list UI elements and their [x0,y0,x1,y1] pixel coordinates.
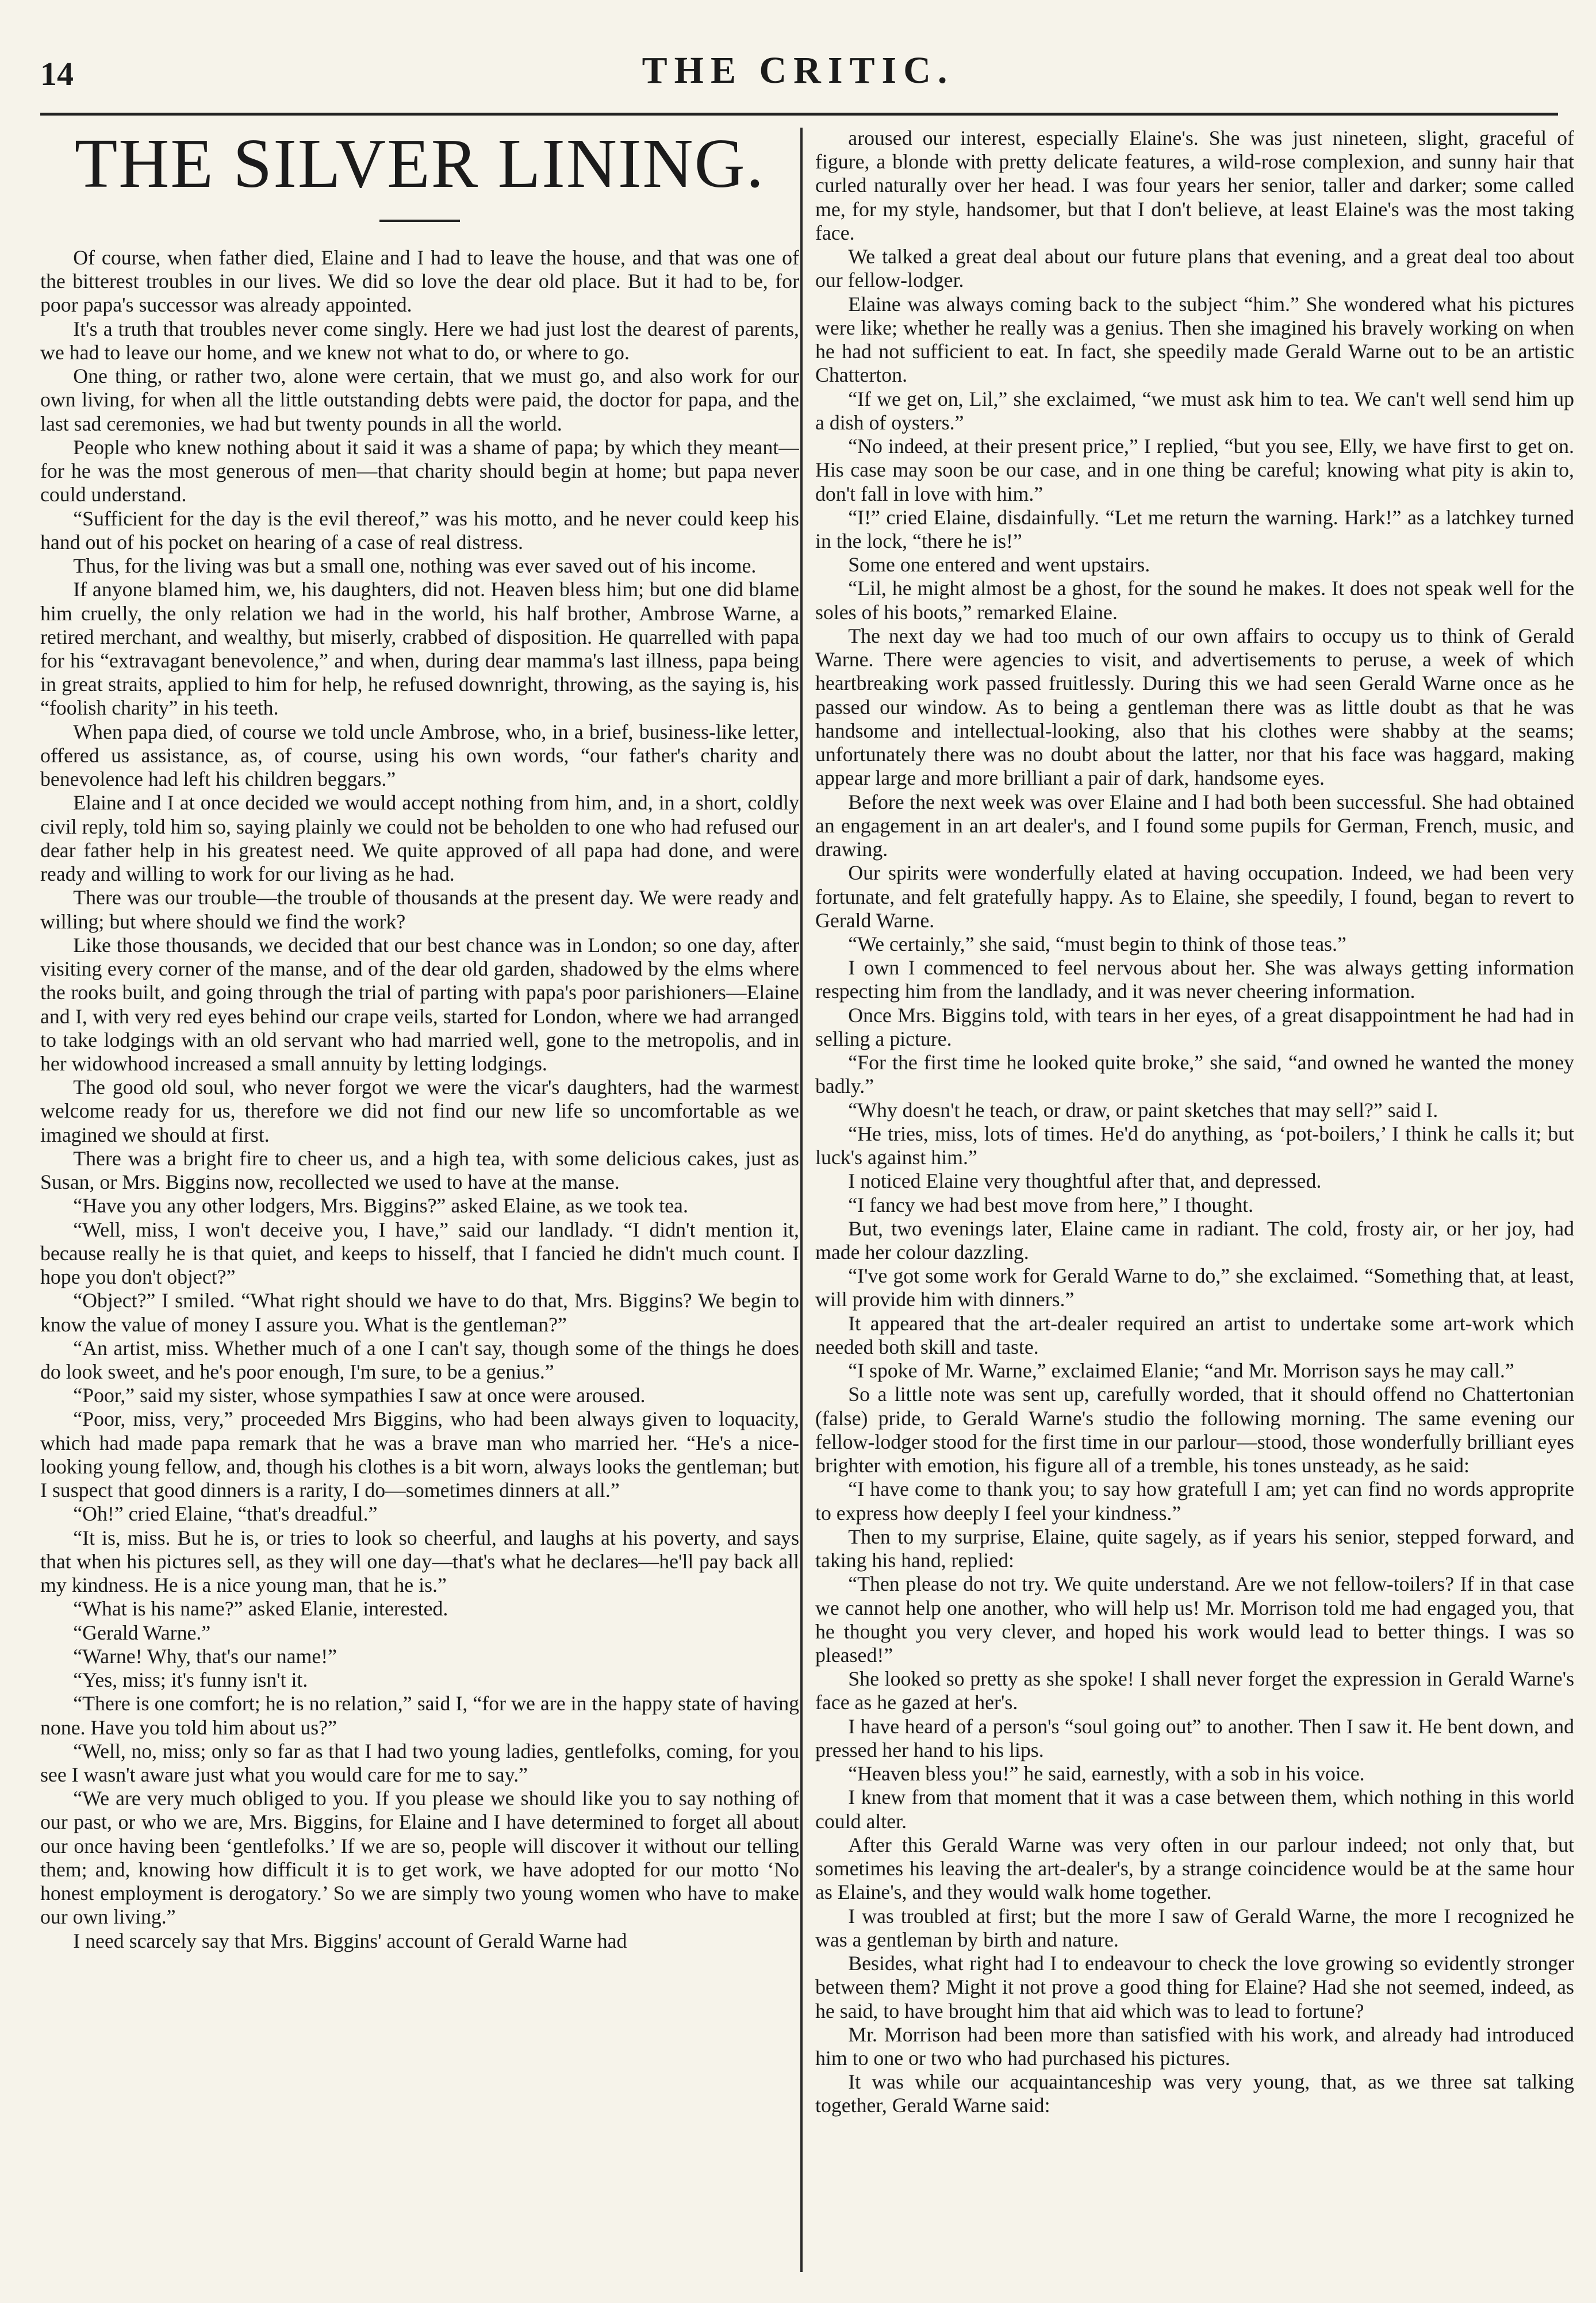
paragraph: It was while our acquaintanceship was very young, that, as we three sat talking together, Gerald Warne said: [815,2070,1574,2117]
paragraph: “Heaven bless you!” he said, earnestly, with a sob in his voice. [848,1762,1365,1786]
paragraph: Once Mrs. Biggins told, with tears in her eyes, of a great disappointment he had had in selling a picture. [815,1003,1574,1050]
paragraph: It appeared that the art-dealer required an artist to undertake some art-work which needed both skill and taste. [815,1311,1574,1358]
paragraph: Of course, when father died, Elaine and I had to leave the house, and that was one of the bitterest troubles in our lives. We did so love the dear old place. But it had to be, for poor papa's successor was already appointed. [40,246,799,317]
paragraph: I have heard of a person's “soul going out” to another. Then I saw it. He bent down, and pressed her hand to his lips. [815,1714,1574,1761]
paragraph: People who knew nothing about it said it was a shame of papa; by which they meant—for he was the most generous of men—that charity should begin at home; but papa never could understand. [40,435,799,506]
paragraph: “Object?” I smiled. “What right should we have to do that, Mrs. Biggins? We begin to know the value of money I assure you. What is the gentleman?” [40,1289,799,1336]
paragraph: “An artist, miss. Whether much of a one I can't say, though some of the things he does do look sweet, and he's poor enough, I'm sure, to be a genius.” [40,1336,799,1384]
paragraph: Then to my surprise, Elaine, quite sagely, as if years his senior, stepped forward, and taking his hand, replied: [815,1525,1574,1572]
paragraph: Some one entered and went upstairs. [848,553,1150,577]
title-rule [379,220,460,222]
paragraph: I was troubled at first; but the more I saw of Gerald Warne, the more I recognized he was a gentleman by birth and nature. [815,1904,1574,1951]
paragraph: One thing, or rather two, alone were certain, that we must go, and also work for our own living, for when all the little outstanding debts were paid, the doctor for papa, and the last sad ceremonies, we had but twenty pounds in all the world. [40,364,799,435]
paragraph: “Have you any other lodgers, Mrs. Biggins?” asked Elaine, as we took tea. [73,1194,688,1218]
paragraph: “If we get on, Lil,” she exclaimed, “we must ask him to tea. We can't well send him up a dish of oysters.” [815,387,1574,434]
paragraph: Besides, what right had I to endeavour to check the love growing so evidently stronger between them? Might it not prove a good thing for Elaine? Had she not seemed, indeed, as he said, to have brought him that aid which was to lead to fortune? [815,1952,1574,2022]
paragraph: It's a truth that troubles never come singly. Here we had just lost the dearest of parents, we had to leave our home, and we knew not what to do, or where to go. [40,317,799,364]
paragraph: The good old soul, who never forgot we were the vicar's daughters, had the warmest welcome ready for us, therefore we did not find our new life so uncomfortable as we imagined we should at first. [40,1076,799,1146]
paragraph: The next day we had too much of our own affairs to occupy us to think of Gerald Warne. There were agencies to visit, and advertisements to peruse, a week of which heartbreaking work passed fruitlessly. During this we had seen Gerald Warne once as he passed our window. As to being a gentleman there was as little doubt as that he was handsome and intellectual-looking, also that his clothes were shabby at the seams; unfortunately there was no doubt about the latter, nor that his face was haggard, making appear large and more brilliant a pair of dark, handsome eyes. [815,624,1574,790]
paragraph: “Yes, miss; it's funny isn't it. [73,1668,308,1692]
paragraph: “Warne! Why, that's our name!” [73,1644,337,1668]
paragraph: “Poor,” said my sister, whose sympathies I saw at once were aroused. [73,1384,646,1407]
paragraph: “I spoke of Mr. Warne,” exclaimed Elanie; “and Mr. Morrison says he may call.” [848,1359,1514,1383]
page-number: 14 [40,55,74,93]
paragraph: “Why doesn't he teach, or draw, or paint sketches that may sell?” said I. [848,1098,1438,1122]
paragraph: If anyone blamed him, we, his daughters, did not. Heaven bless him; but one did blame him cruelly, the only relation we had in the world, his half brother, Ambrose Warne, a retired merchant, and wealthy, but miserly, crabbed of disposition. He quarrelled with papa for his “extravagant benevolence,” and when, during dear mamma's last illness, papa being in great straits, applied to him for help, he refused downright, throwing, as the saying is, his “foolish charity” in his teeth. [40,578,799,720]
paragraph: There was a bright fire to cheer us, and a high tea, with some delicious cakes, just as Susan, or Mrs. Biggins now, recollected we used to have at the manse. [40,1146,799,1194]
paragraph: “There is one comfort; he is no relation,” said I, “for we are in the happy state of having none. Have you told him about us?” [40,1692,799,1739]
paragraph: There was our trouble—the trouble of thousands at the present day. We were ready and willing; but where should we find the work? [40,886,799,933]
page-header [0,0,1596,115]
paragraph: Our spirits were wonderfully elated at having occupation. Indeed, we had been very fortunate, and felt gratefully happy. As to Elaine, she speedily, I found, began to revert to Gerald Warne. [815,861,1574,932]
paragraph: “Sufficient for the day is the evil thereof,” was his motto, and he never could keep his hand out of his pocket on hearing of a case of real distress. [40,506,799,554]
paragraph: “Gerald Warne.” [73,1621,211,1644]
paragraph: aroused our interest, especially Elaine's. She was just nineteen, slight, graceful of figure, a blonde with pretty delicate features, a wild-rose complexion, and sunny hair that curled naturally over her head. I was four years her senior, taller and darker; some called me, for my style, handsomer, but that I don't believe, at least Elaine's was the most taking face. [815,126,1574,244]
story-title: THE SILVER LINING. [74,126,765,202]
paragraph: I own I commenced to feel nervous about her. She was always getting information respecting him from the landlady, and it was never cheering information. [815,956,1574,1003]
paragraph: I knew from that moment that it was a case between them, which nothing in this world could alter. [815,1786,1574,1833]
column-divider [800,128,803,2272]
paragraph: Elaine and I at once decided we would accept nothing from him, and, in a short, coldly civil reply, told him so, saying plainly we could not be beholden to one who had refused our dear father help in his greatest need. We quite approved of all papa had done, and were ready and willing to work for our living as he had. [40,791,799,886]
paragraph: “I!” cried Elaine, disdainfully. “Let me return the warning. Hark!” as a latchkey turned in the lock, “there he is!” [815,505,1574,552]
paragraph: “He tries, miss, lots of times. He'd do anything, as ‘pot-boilers,’ I think he calls it; but luck's against him.” [815,1122,1574,1169]
paragraph: I need scarcely say that Mrs. Biggins' account of Gerald Warne had [73,1929,627,1952]
paragraph: I noticed Elaine very thoughtful after that, and depressed. [848,1169,1322,1193]
paragraph: “Oh!” cried Elaine, “that's dreadful.” [73,1502,378,1526]
paragraph: “Poor, miss, very,” proceeded Mrs Biggins, who had been always given to loquacity, which had made papa remark that he was a brave man who married her. “He's a nice-looking young fellow, and, though his clothes is a bit worn, always looks the gentleman; but I suspect that good dinners is a rarity, I do—sometimes dinners at all.” [40,1407,799,1502]
paragraph: “Well, no, miss; only so far as that I had two young ladies, gentlefolks, coming, for you see I wasn't aware just what you would care for me to say.” [40,1739,799,1786]
header-rule [40,113,1558,116]
paragraph: Like those thousands, we decided that our best chance was in London; so one day, after visiting every corner of the manse, and of the dear old garden, shadowed by the elms where the rooks built, and going through the trial of parting with papa's poor parishioners—Elaine and I, with very red eyes behind our crape veils, started for London, where we had arranged to take lodgings with an old servant who had married well, gone to the metropolis, and in her widowhood increased a small annuity by letting lodgings. [40,933,799,1075]
left-column [40,126,799,2277]
paragraph: We talked a great deal about our future plans that evening, and a great deal too about our fellow-lodger. [815,245,1574,292]
paragraph: So a little note was sent up, carefully worded, that it should offend no Chattertonian (false) pride, to Gerald Warne's studio the following morning. The same evening our fellow-lodger stood for the first time in our parlour—stood, those wonderfully brilliant eyes brighter with emotion, his figure all of a tremble, his tones unsteady, as he said: [815,1383,1574,1477]
paragraph: “We certainly,” she said, “must begin to think of those teas.” [848,932,1346,955]
paragraph: “I've got some work for Gerald Warne to do,” she exclaimed. “Something that, at least, will provide him with dinners.” [815,1264,1574,1311]
paragraph: “I fancy we had best move from here,” I thought. [848,1193,1253,1216]
paragraph: After this Gerald Warne was very often in our parlour indeed; not only that, but sometimes his leaving the art-dealer's, by a strange coincidence would be at the same hour as Elaine's, and they would walk home together. [815,1833,1574,1904]
paragraph: “For the first time he looked quite broke,” she said, “and owned he wanted the money badly.” [815,1051,1574,1098]
paragraph: When papa died, of course we told uncle Ambrose, who, in a brief, business-like letter, offered us assistance, as, of course, using his own words, “our father's charity and benevolence had left his children beggars.” [40,720,799,791]
paragraph: “Well, miss, I won't deceive you, I have,” said our landlady. “I didn't mention it, because really he is that quiet, and keeps to hisself, that I fancied he didn't much count. I hope you don't object?” [40,1218,799,1289]
paragraph: But, two evenings later, Elaine came in radiant. The cold, frosty air, or her joy, had made her colour dazzling. [815,1216,1574,1264]
paragraph: Thus, for the living was but a small one, nothing was ever saved out of his income. [73,554,757,578]
paragraph: Mr. Morrison had been more than satisfied with his work, and already had introduced him to one or two who had purchased his pictures. [815,2022,1574,2070]
paragraph: “Then please do not try. We quite understand. Are we not fellow-toilers? If in that case we cannot help one another, who will help us! Mr. Morrison told me had engaged you, that he thought you very clever, and hoped his work would lead to better things. I was so pleased!” [815,1572,1574,1667]
paragraph: “It is, miss. But he is, or tries to look so cheerful, and laughs at his poverty, and says that when his pictures sell, as they will one day—that's what he declares—he'll pay back all my kindness. He is a nice young man, that he is.” [40,1526,799,1597]
paragraph: “I have come to thank you; to say how gratefull I am; yet can find no words approprite to express how deeply I feel your kindness.” [815,1477,1574,1525]
paragraph: She looked so pretty as she spoke! I shall never forget the expression in Gerald Warne's face as he gazed at her's. [815,1667,1574,1714]
masthead: THE CRITIC. [642,49,954,91]
paragraph: “Lil, he might almost be a ghost, for the sound he makes. It does not speak well for the soles of his boots,” remarked Elaine. [815,577,1574,624]
paragraph: “What is his name?” asked Elanie, interested. [73,1597,448,1621]
paragraph: Before the next week was over Elaine and I had both been successful. She had obtained an engagement in an art dealer's, and I found some pupils for German, French, music, and drawing. [815,790,1574,861]
paragraph: “We are very much obliged to you. If you please we should like you to say nothing of our past, or who we are, Mrs. Biggins, for Elaine and I have determined to forget all about our once having been ‘gentlefolks.’ If we are so, people will discover it without our telling them; and, knowing how difficult it is to get work, we have adopted for our motto ‘No honest employment is derogatory.’ So we are simply two young women who have to make our own living.” [40,1787,799,1929]
paragraph: “No indeed, at their present price,” I replied, “but you see, Elly, we have first to get on. His case may soon be our case, and in one thing be careful; knowing what pity is akin to, don't fall in love with him.” [815,435,1574,505]
right-column [815,126,1574,2277]
paragraph: Elaine was always coming back to the subject “him.” She wondered what his pictures were like; whether he really was a genius. Then she imagined his bravely working on when he had not sufficient to eat. In fact, she speedily made Gerald Warne out to be an artistic Chatterton. [815,292,1574,387]
